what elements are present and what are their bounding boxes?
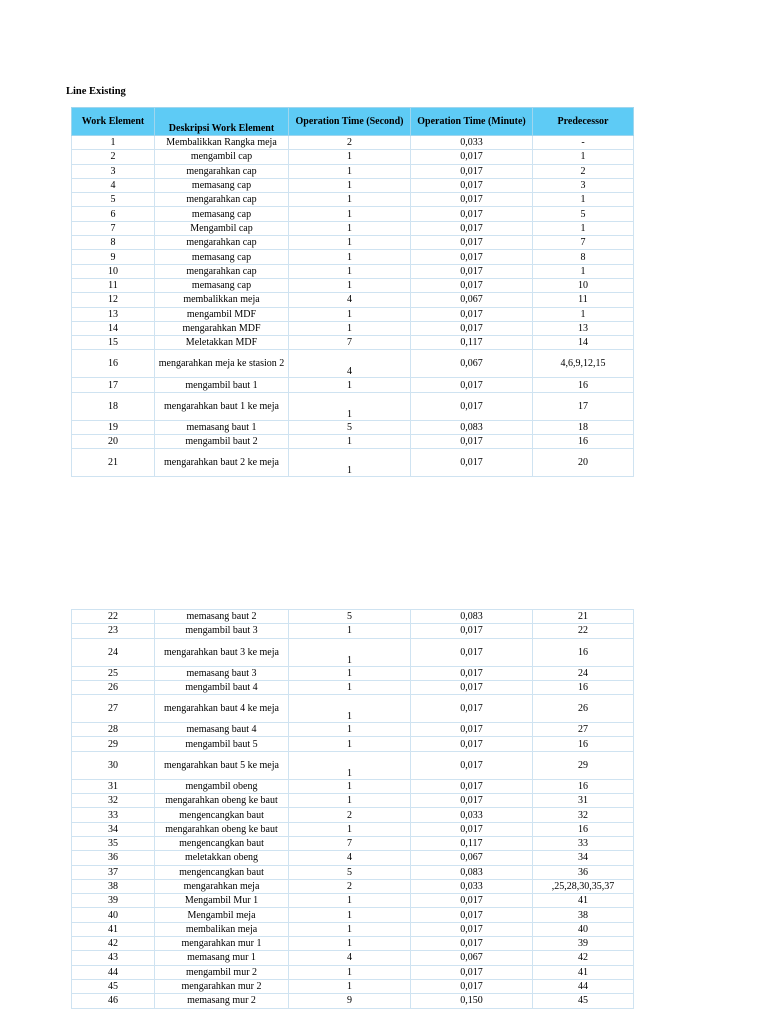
cell-deskripsi: mengambil baut 1 bbox=[155, 378, 289, 392]
cell-operation-time-minute: 0,017 bbox=[411, 979, 533, 993]
cell-operation-time-second: 1 bbox=[289, 378, 411, 392]
cell-work-element: 45 bbox=[72, 979, 155, 993]
cell-work-element: 13 bbox=[72, 307, 155, 321]
table-row bbox=[72, 865, 634, 879]
table-row bbox=[72, 624, 634, 638]
table-row bbox=[72, 420, 634, 434]
cell-predecessor: 24 bbox=[533, 666, 634, 680]
cell-work-element: 9 bbox=[72, 250, 155, 264]
cell-operation-time-second: 1 bbox=[289, 624, 411, 638]
cell-operation-time-minute: 0,017 bbox=[411, 822, 533, 836]
table-row bbox=[72, 221, 634, 235]
cell-work-element: 32 bbox=[72, 794, 155, 808]
cell-deskripsi: mengambil MDF bbox=[155, 307, 289, 321]
table-row bbox=[72, 236, 634, 250]
cell-predecessor: 16 bbox=[533, 435, 634, 449]
cell-work-element: 46 bbox=[72, 994, 155, 1008]
table-row bbox=[72, 951, 634, 965]
cell-operation-time-second: 1 bbox=[289, 894, 411, 908]
cell-predecessor: 14 bbox=[533, 336, 634, 350]
cell-deskripsi: memasang mur 1 bbox=[155, 951, 289, 965]
table-row bbox=[72, 779, 634, 793]
table-row bbox=[72, 321, 634, 335]
cell-operation-time-minute: 0,083 bbox=[411, 420, 533, 434]
cell-operation-time-second: 1 bbox=[289, 449, 411, 477]
cell-operation-time-minute: 0,017 bbox=[411, 207, 533, 221]
cell-operation-time-second: 2 bbox=[289, 136, 411, 150]
cell-operation-time-minute: 0,017 bbox=[411, 695, 533, 723]
cell-work-element: 43 bbox=[72, 951, 155, 965]
work-element-table-part-1 bbox=[71, 107, 634, 477]
cell-operation-time-minute: 0,017 bbox=[411, 638, 533, 666]
cell-deskripsi: mengarahkan baut 2 ke meja bbox=[155, 449, 289, 477]
table-row bbox=[72, 449, 634, 477]
cell-operation-time-second: 7 bbox=[289, 336, 411, 350]
table-row bbox=[72, 894, 634, 908]
cell-work-element: 22 bbox=[72, 610, 155, 624]
cell-deskripsi: mengarahkan mur 2 bbox=[155, 979, 289, 993]
cell-predecessor: 32 bbox=[533, 808, 634, 822]
cell-deskripsi: mengarahkan mur 1 bbox=[155, 937, 289, 951]
cell-operation-time-minute: 0,033 bbox=[411, 879, 533, 893]
cell-operation-time-second: 4 bbox=[289, 851, 411, 865]
cell-deskripsi: mengambil baut 5 bbox=[155, 737, 289, 751]
cell-operation-time-minute: 0,017 bbox=[411, 922, 533, 936]
cell-deskripsi: mengarahkan baut 4 ke meja bbox=[155, 695, 289, 723]
cell-work-element: 40 bbox=[72, 908, 155, 922]
cell-deskripsi: mengarahkan obeng ke baut bbox=[155, 822, 289, 836]
cell-deskripsi: memasang baut 1 bbox=[155, 420, 289, 434]
cell-work-element: 17 bbox=[72, 378, 155, 392]
cell-predecessor: 31 bbox=[533, 794, 634, 808]
cell-deskripsi: membalikan meja bbox=[155, 922, 289, 936]
header-predecessor: Predecessor bbox=[533, 108, 634, 136]
table-row bbox=[72, 822, 634, 836]
cell-work-element: 33 bbox=[72, 808, 155, 822]
cell-operation-time-second: 7 bbox=[289, 836, 411, 850]
cell-predecessor: 2 bbox=[533, 164, 634, 178]
cell-operation-time-second: 1 bbox=[289, 164, 411, 178]
cell-predecessor: 1 bbox=[533, 193, 634, 207]
table-row bbox=[72, 610, 634, 624]
cell-operation-time-second: 1 bbox=[289, 680, 411, 694]
cell-operation-time-second: 1 bbox=[289, 264, 411, 278]
cell-predecessor: 16 bbox=[533, 779, 634, 793]
cell-operation-time-minute: 0,067 bbox=[411, 350, 533, 378]
table-row bbox=[72, 307, 634, 321]
cell-deskripsi: membalikkan meja bbox=[155, 293, 289, 307]
table-row bbox=[72, 922, 634, 936]
cell-operation-time-minute: 0,017 bbox=[411, 307, 533, 321]
table-row bbox=[72, 979, 634, 993]
work-element-table-part-2 bbox=[71, 609, 634, 1009]
cell-predecessor: 21 bbox=[533, 610, 634, 624]
cell-operation-time-second: 5 bbox=[289, 420, 411, 434]
cell-work-element: 31 bbox=[72, 779, 155, 793]
cell-operation-time-second: 1 bbox=[289, 779, 411, 793]
cell-operation-time-minute: 0,033 bbox=[411, 808, 533, 822]
cell-operation-time-minute: 0,017 bbox=[411, 221, 533, 235]
cell-operation-time-minute: 0,017 bbox=[411, 624, 533, 638]
table-row bbox=[72, 150, 634, 164]
cell-predecessor: 10 bbox=[533, 278, 634, 292]
cell-work-element: 5 bbox=[72, 193, 155, 207]
cell-operation-time-second: 1 bbox=[289, 965, 411, 979]
cell-deskripsi: mengarahkan cap bbox=[155, 264, 289, 278]
cell-work-element: 41 bbox=[72, 922, 155, 936]
table-row bbox=[72, 250, 634, 264]
cell-predecessor: 17 bbox=[533, 392, 634, 420]
cell-work-element: 18 bbox=[72, 392, 155, 420]
cell-work-element: 23 bbox=[72, 624, 155, 638]
cell-operation-time-minute: 0,017 bbox=[411, 178, 533, 192]
cell-operation-time-second: 4 bbox=[289, 293, 411, 307]
cell-work-element: 19 bbox=[72, 420, 155, 434]
table-row bbox=[72, 751, 634, 779]
cell-predecessor: 1 bbox=[533, 264, 634, 278]
cell-deskripsi: mengarahkan MDF bbox=[155, 321, 289, 335]
cell-operation-time-minute: 0,017 bbox=[411, 751, 533, 779]
cell-predecessor: 36 bbox=[533, 865, 634, 879]
header-operation-time-second: Operation Time (Second) bbox=[289, 108, 411, 136]
cell-operation-time-second: 5 bbox=[289, 610, 411, 624]
table-row bbox=[72, 264, 634, 278]
table-row bbox=[72, 207, 634, 221]
cell-work-element: 25 bbox=[72, 666, 155, 680]
cell-predecessor: 18 bbox=[533, 420, 634, 434]
cell-work-element: 42 bbox=[72, 937, 155, 951]
cell-predecessor: 4,6,9,12,15 bbox=[533, 350, 634, 378]
cell-operation-time-second: 1 bbox=[289, 150, 411, 164]
cell-deskripsi: mengarahkan cap bbox=[155, 164, 289, 178]
table-row bbox=[72, 378, 634, 392]
cell-deskripsi: mengambil mur 2 bbox=[155, 965, 289, 979]
table-row bbox=[72, 164, 634, 178]
header-operation-time-minute: Operation Time (Minute) bbox=[411, 108, 533, 136]
table-row bbox=[72, 350, 634, 378]
cell-predecessor: 1 bbox=[533, 307, 634, 321]
table-row bbox=[72, 794, 634, 808]
table-header-row bbox=[72, 108, 634, 136]
cell-predecessor: 8 bbox=[533, 250, 634, 264]
cell-operation-time-second: 1 bbox=[289, 278, 411, 292]
cell-operation-time-second: 1 bbox=[289, 922, 411, 936]
cell-deskripsi: memasang cap bbox=[155, 250, 289, 264]
cell-work-element: 3 bbox=[72, 164, 155, 178]
cell-work-element: 12 bbox=[72, 293, 155, 307]
cell-deskripsi: mengarahkan meja bbox=[155, 879, 289, 893]
cell-deskripsi: mengarahkan baut 5 ke meja bbox=[155, 751, 289, 779]
cell-operation-time-second: 1 bbox=[289, 937, 411, 951]
table-row bbox=[72, 435, 634, 449]
cell-operation-time-second: 1 bbox=[289, 695, 411, 723]
cell-deskripsi: mengambil baut 2 bbox=[155, 435, 289, 449]
cell-operation-time-minute: 0,017 bbox=[411, 894, 533, 908]
cell-operation-time-second: 1 bbox=[289, 207, 411, 221]
header-deskripsi: Deskripsi Work Element bbox=[155, 108, 289, 136]
cell-predecessor: 16 bbox=[533, 737, 634, 751]
cell-operation-time-minute: 0,017 bbox=[411, 321, 533, 335]
cell-predecessor: 29 bbox=[533, 751, 634, 779]
cell-predecessor: 3 bbox=[533, 178, 634, 192]
cell-predecessor: 26 bbox=[533, 695, 634, 723]
cell-operation-time-second: 9 bbox=[289, 994, 411, 1008]
cell-work-element: 21 bbox=[72, 449, 155, 477]
cell-operation-time-minute: 0,017 bbox=[411, 737, 533, 751]
cell-operation-time-minute: 0,067 bbox=[411, 851, 533, 865]
cell-work-element: 11 bbox=[72, 278, 155, 292]
cell-deskripsi: memasang baut 3 bbox=[155, 666, 289, 680]
cell-predecessor: 7 bbox=[533, 236, 634, 250]
cell-operation-time-minute: 0,017 bbox=[411, 449, 533, 477]
cell-predecessor: - bbox=[533, 136, 634, 150]
cell-operation-time-second: 1 bbox=[289, 193, 411, 207]
cell-deskripsi: mengarahkan baut 1 ke meja bbox=[155, 392, 289, 420]
table-row bbox=[72, 193, 634, 207]
section-title: Line Existing bbox=[66, 86, 126, 97]
table-row bbox=[72, 808, 634, 822]
cell-operation-time-second: 1 bbox=[289, 794, 411, 808]
cell-deskripsi: mengarahkan obeng ke baut bbox=[155, 794, 289, 808]
cell-work-element: 30 bbox=[72, 751, 155, 779]
cell-operation-time-second: 4 bbox=[289, 350, 411, 378]
cell-deskripsi: Meletakkan MDF bbox=[155, 336, 289, 350]
cell-work-element: 14 bbox=[72, 321, 155, 335]
table-row bbox=[72, 278, 634, 292]
cell-operation-time-minute: 0,017 bbox=[411, 150, 533, 164]
cell-operation-time-minute: 0,017 bbox=[411, 779, 533, 793]
cell-operation-time-minute: 0,017 bbox=[411, 392, 533, 420]
cell-predecessor: 5 bbox=[533, 207, 634, 221]
cell-predecessor: 13 bbox=[533, 321, 634, 335]
table-row bbox=[72, 336, 634, 350]
cell-operation-time-second: 2 bbox=[289, 879, 411, 893]
cell-predecessor: 42 bbox=[533, 951, 634, 965]
cell-operation-time-second: 1 bbox=[289, 638, 411, 666]
table-body-part-1 bbox=[72, 136, 634, 477]
cell-predecessor: 41 bbox=[533, 894, 634, 908]
cell-work-element: 34 bbox=[72, 822, 155, 836]
cell-deskripsi: Mengambil Mur 1 bbox=[155, 894, 289, 908]
cell-deskripsi: mengencangkan baut bbox=[155, 808, 289, 822]
cell-deskripsi: mengambil obeng bbox=[155, 779, 289, 793]
cell-operation-time-second: 1 bbox=[289, 979, 411, 993]
cell-operation-time-second: 1 bbox=[289, 236, 411, 250]
cell-work-element: 37 bbox=[72, 865, 155, 879]
cell-operation-time-minute: 0,017 bbox=[411, 264, 533, 278]
cell-operation-time-second: 1 bbox=[289, 250, 411, 264]
cell-operation-time-minute: 0,017 bbox=[411, 965, 533, 979]
cell-operation-time-second: 1 bbox=[289, 822, 411, 836]
cell-operation-time-minute: 0,150 bbox=[411, 994, 533, 1008]
cell-operation-time-minute: 0,117 bbox=[411, 836, 533, 850]
cell-operation-time-minute: 0,033 bbox=[411, 136, 533, 150]
cell-work-element: 28 bbox=[72, 723, 155, 737]
cell-operation-time-minute: 0,017 bbox=[411, 164, 533, 178]
table-row bbox=[72, 638, 634, 666]
cell-work-element: 7 bbox=[72, 221, 155, 235]
cell-operation-time-second: 1 bbox=[289, 392, 411, 420]
cell-operation-time-minute: 0,017 bbox=[411, 794, 533, 808]
table-row bbox=[72, 666, 634, 680]
cell-deskripsi: mengencangkan baut bbox=[155, 836, 289, 850]
cell-predecessor: 41 bbox=[533, 965, 634, 979]
cell-operation-time-minute: 0,017 bbox=[411, 435, 533, 449]
header-work-element: Work Element bbox=[72, 108, 155, 136]
cell-operation-time-second: 1 bbox=[289, 307, 411, 321]
cell-operation-time-minute: 0,067 bbox=[411, 951, 533, 965]
cell-deskripsi: mengarahkan meja ke stasion 2 bbox=[155, 350, 289, 378]
cell-operation-time-minute: 0,017 bbox=[411, 250, 533, 264]
cell-work-element: 27 bbox=[72, 695, 155, 723]
cell-work-element: 16 bbox=[72, 350, 155, 378]
cell-operation-time-minute: 0,017 bbox=[411, 723, 533, 737]
cell-predecessor: 16 bbox=[533, 680, 634, 694]
cell-operation-time-second: 4 bbox=[289, 951, 411, 965]
cell-operation-time-second: 1 bbox=[289, 723, 411, 737]
cell-deskripsi: memasang cap bbox=[155, 207, 289, 221]
cell-predecessor: 38 bbox=[533, 908, 634, 922]
cell-operation-time-minute: 0,017 bbox=[411, 278, 533, 292]
cell-deskripsi: mengambil baut 4 bbox=[155, 680, 289, 694]
table-row bbox=[72, 836, 634, 850]
cell-predecessor: 16 bbox=[533, 822, 634, 836]
cell-operation-time-minute: 0,017 bbox=[411, 666, 533, 680]
cell-deskripsi: memasang baut 2 bbox=[155, 610, 289, 624]
cell-operation-time-second: 1 bbox=[289, 435, 411, 449]
cell-predecessor: 1 bbox=[533, 221, 634, 235]
cell-deskripsi: memasang cap bbox=[155, 178, 289, 192]
cell-deskripsi: memasang mur 2 bbox=[155, 994, 289, 1008]
cell-operation-time-minute: 0,083 bbox=[411, 865, 533, 879]
table-row bbox=[72, 879, 634, 893]
cell-operation-time-second: 1 bbox=[289, 751, 411, 779]
cell-operation-time-minute: 0,067 bbox=[411, 293, 533, 307]
cell-operation-time-minute: 0,017 bbox=[411, 236, 533, 250]
cell-predecessor: ,25,28,30,35,37 bbox=[533, 879, 634, 893]
cell-operation-time-second: 1 bbox=[289, 178, 411, 192]
cell-work-element: 2 bbox=[72, 150, 155, 164]
table-row bbox=[72, 178, 634, 192]
cell-predecessor: 1 bbox=[533, 150, 634, 164]
table-row bbox=[72, 994, 634, 1008]
cell-work-element: 39 bbox=[72, 894, 155, 908]
cell-work-element: 1 bbox=[72, 136, 155, 150]
cell-predecessor: 27 bbox=[533, 723, 634, 737]
cell-predecessor: 33 bbox=[533, 836, 634, 850]
cell-work-element: 8 bbox=[72, 236, 155, 250]
cell-work-element: 29 bbox=[72, 737, 155, 751]
cell-work-element: 15 bbox=[72, 336, 155, 350]
cell-predecessor: 34 bbox=[533, 851, 634, 865]
cell-deskripsi: mengambil baut 3 bbox=[155, 624, 289, 638]
cell-work-element: 36 bbox=[72, 851, 155, 865]
cell-predecessor: 11 bbox=[533, 293, 634, 307]
cell-work-element: 20 bbox=[72, 435, 155, 449]
cell-work-element: 24 bbox=[72, 638, 155, 666]
table-row bbox=[72, 937, 634, 951]
cell-operation-time-minute: 0,017 bbox=[411, 937, 533, 951]
cell-deskripsi: Mengambil meja bbox=[155, 908, 289, 922]
cell-work-element: 44 bbox=[72, 965, 155, 979]
table-row bbox=[72, 680, 634, 694]
cell-deskripsi: mengencangkan baut bbox=[155, 865, 289, 879]
cell-predecessor: 39 bbox=[533, 937, 634, 951]
cell-operation-time-minute: 0,017 bbox=[411, 908, 533, 922]
table-row bbox=[72, 965, 634, 979]
table-row bbox=[72, 723, 634, 737]
cell-operation-time-second: 1 bbox=[289, 321, 411, 335]
cell-operation-time-second: 2 bbox=[289, 808, 411, 822]
cell-predecessor: 16 bbox=[533, 638, 634, 666]
cell-predecessor: 44 bbox=[533, 979, 634, 993]
cell-work-element: 38 bbox=[72, 879, 155, 893]
cell-work-element: 26 bbox=[72, 680, 155, 694]
cell-operation-time-second: 5 bbox=[289, 865, 411, 879]
cell-predecessor: 22 bbox=[533, 624, 634, 638]
cell-operation-time-minute: 0,117 bbox=[411, 336, 533, 350]
cell-deskripsi: Mengambil cap bbox=[155, 221, 289, 235]
cell-predecessor: 20 bbox=[533, 449, 634, 477]
cell-predecessor: 40 bbox=[533, 922, 634, 936]
cell-predecessor: 45 bbox=[533, 994, 634, 1008]
cell-operation-time-minute: 0,017 bbox=[411, 193, 533, 207]
table-row bbox=[72, 136, 634, 150]
table-row bbox=[72, 908, 634, 922]
table-row bbox=[72, 737, 634, 751]
table-row bbox=[72, 293, 634, 307]
table-body-part-2 bbox=[72, 610, 634, 1009]
cell-operation-time-minute: 0,083 bbox=[411, 610, 533, 624]
cell-predecessor: 16 bbox=[533, 378, 634, 392]
cell-work-element: 10 bbox=[72, 264, 155, 278]
cell-operation-time-second: 1 bbox=[289, 908, 411, 922]
cell-work-element: 6 bbox=[72, 207, 155, 221]
cell-operation-time-minute: 0,017 bbox=[411, 378, 533, 392]
table-row bbox=[72, 392, 634, 420]
table-row bbox=[72, 695, 634, 723]
cell-operation-time-minute: 0,017 bbox=[411, 680, 533, 694]
cell-work-element: 35 bbox=[72, 836, 155, 850]
cell-deskripsi: meletakkan obeng bbox=[155, 851, 289, 865]
cell-work-element: 4 bbox=[72, 178, 155, 192]
cell-operation-time-second: 1 bbox=[289, 221, 411, 235]
cell-deskripsi: mengarahkan cap bbox=[155, 193, 289, 207]
cell-operation-time-second: 1 bbox=[289, 737, 411, 751]
cell-deskripsi: memasang baut 4 bbox=[155, 723, 289, 737]
table-row bbox=[72, 851, 634, 865]
cell-deskripsi: mengarahkan baut 3 ke meja bbox=[155, 638, 289, 666]
cell-deskripsi: Membalikkan Rangka meja bbox=[155, 136, 289, 150]
cell-deskripsi: mengarahkan cap bbox=[155, 236, 289, 250]
cell-deskripsi: memasang cap bbox=[155, 278, 289, 292]
cell-deskripsi: mengambil cap bbox=[155, 150, 289, 164]
cell-operation-time-second: 1 bbox=[289, 666, 411, 680]
